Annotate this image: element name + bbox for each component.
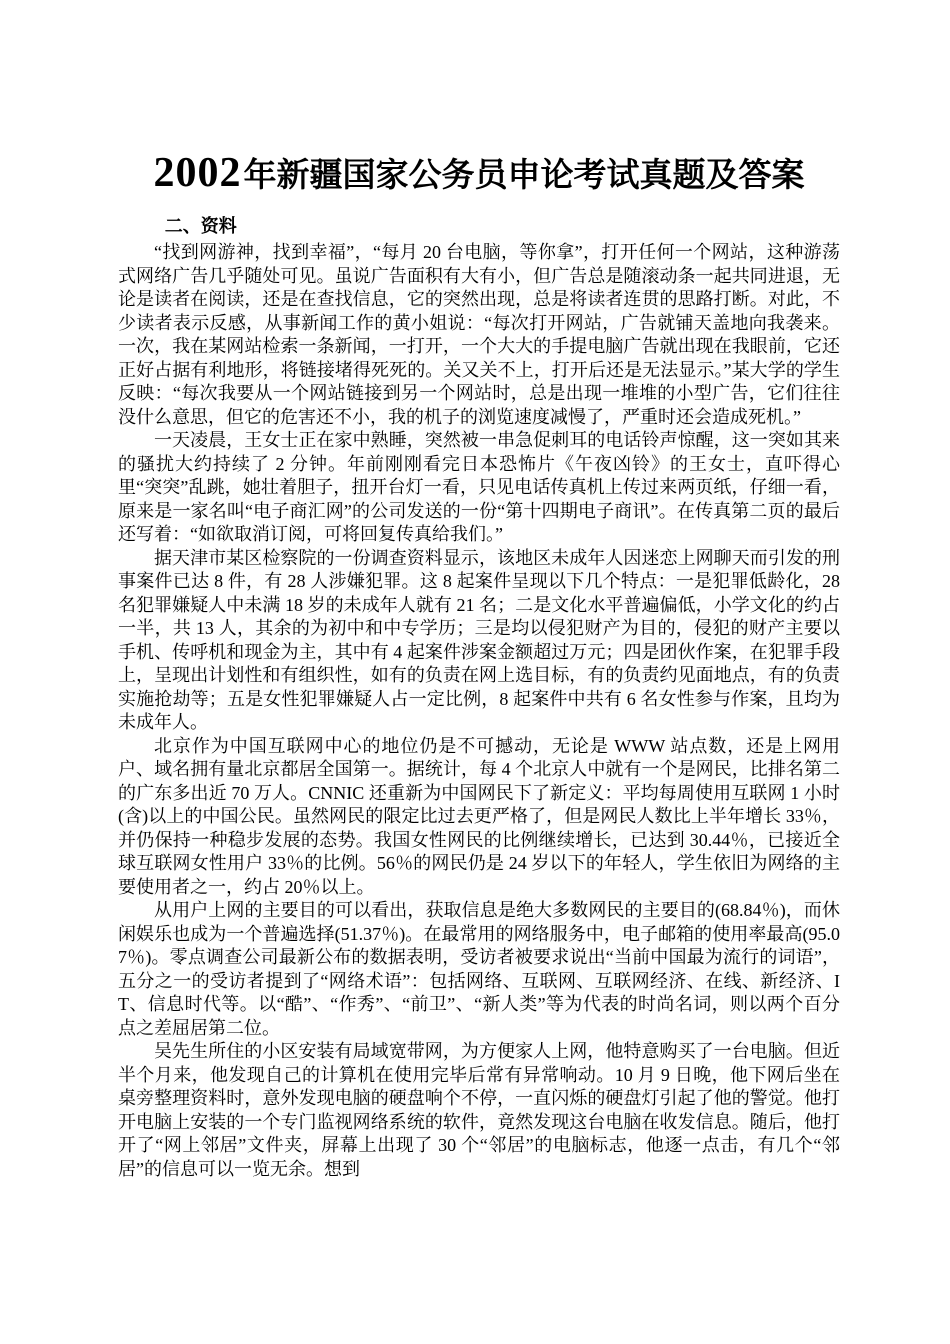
- paragraph-6: 吴先生所住的小区安装有局域宽带网，为方便家人上网，他特意购买了一台电脑。但近半个月来，他发现自己的计算机在使用完毕后常有异常响动。10 月 9 日晚，他下网后坐在桌旁整理资料时，意外发现电脑的硬盘响个不停，一直闪烁的硬盘灯引起了他的警觉。他打开电脑上安装的一个专门监视网络系统的软件，竟然发现这台电脑在收发信息。随后，他打开了“网上邻居”文件夹，屏幕上出现了 30 个“邻居”的电脑标志，他逐一点击，有几个“邻居”的信息可以一览无余。想到: [118, 1041, 840, 1179]
- paragraph-3: 据天津市某区检察院的一份调查资料显示，该地区未成年人因迷恋上网聊天而引发的刑事案件已达 8 件，有 28 人涉嫌犯罪。这 8 起案件呈现以下几个特点：一是犯罪低龄化，28 名犯罪嫌疑人中未满 18 岁的未成年人就有 21 名；二是文化水平普遍偏低，小学文化的约占一半，共 13 人，其余的为初中和中专学历；三是均以侵犯财产为目的，侵犯的财产主要以手机、传呼机和现金为主，其中有 4 起案件涉案金额超过万元；四是团伙作案，在犯罪手段上，呈现出计划性和有组织性，如有的负责在网上选目标，有的负责约见面地点，有的负责实施抢劫等；五是女性犯罪嫌疑人占一定比例，8 起案件中共有 6 名女性参与作案，且均为未成年人。: [118, 547, 840, 733]
- page-title: [118, 148, 840, 198]
- title-main: 年新疆国家公务员申论考试真题及答案: [243, 158, 805, 194]
- section-heading: 二、资料: [164, 216, 237, 237]
- paragraph-4: 北京作为中国互联网中心的地位仍是不可撼动，无论是 WWW 站点数，还是上网用户、域名拥有量北京都居全国第一。据统计，每 4 个北京人中就有一个是网民，比排名第二的广东多出近 70 万人。CNNIC 还重新为中国网民下了新定义：平均每周使用互联网 1 小时(含)以上的中国公民。虽然网民的限定比过去更严格了，但是网民人数比上半年增长 33％，并仍保持一种稳步发展的态势。我国女性网民的比例继续增长，已达到 30.44％，已接近全球互联网女性用户 33％的比例。56％的网民仍是 24 岁以下的年轻人，学生依旧为网络的主要使用者之一，约占 20％以上。: [118, 735, 840, 897]
- paragraph-1: “找到网游神，找到幸福”，“每月 20 台电脑，等你拿”，打开任何一个网站，这种游荡式网络广告几乎随处可见。虽说广告面积有大有小，但广告总是随滚动条一起共同进退，无论是读者在阅读，还是在查找信息，它的突然出现，总是将读者连贯的思路打断。对此，不少读者表示反感，从事新闻工作的黄小姐说：“每次打开网站，广告就铺天盖地向我袭来。一次，我在某网站检索一条新闻，一打开，一个大大的手提电脑广告就出现在我眼前，它还正好占据有利地形，将链接堵得死死的。关又关不上，打开后还是无法显示。”某大学的学生反映：“每次我要从一个网站链接到另一个网站时，总是出现一堆堆的小型广告，它们往往没什么意思，但它的危害还不小，我的机子的浏览速度减慢了，严重时还会造成死机。”: [118, 242, 840, 427]
- title-year: 2002: [153, 150, 242, 196]
- paragraph-2: 一天凌晨，王女士正在家中熟睡，突然被一串急促刺耳的电话铃声惊醒，这一突如其来的骚扰大约持续了 2 分钟。年前刚刚看完日本恐怖片《午夜凶铃》的王女士，直吓得心里“突突”乱跳，她壮着胆子，扭开台灯一看，只见电话传真机上传过来两页纸，仔细一看，原来是一家名叫“电子商汇网”的公司发送的一份“第十四期电子商讯”。在传真第二页的最后还写着：“如欲取消订阅，可将回复传真给我们。”: [118, 430, 840, 545]
- paragraph-5: 从用户上网的主要目的可以看出，获取信息是绝大多数网民的主要目的(68.84％)，而休闲娱乐也成为一个普遍选择(51.37％)。在最常用的网络服务中，电子邮箱的使用率最高(95.07％)。零点调查公司最新公布的数据表明，受访者被要求说出“当前中国最为流行的词语”，五分之一的受访者提到了“网络术语”：包括网络、互联网、互联网经济、在线、新经济、IT、信息时代等。以“酷”、“作秀”、“前卫”、“新人类”等为代表的时尚名词，则以两个百分点之差屈居第二位。: [118, 900, 840, 1038]
